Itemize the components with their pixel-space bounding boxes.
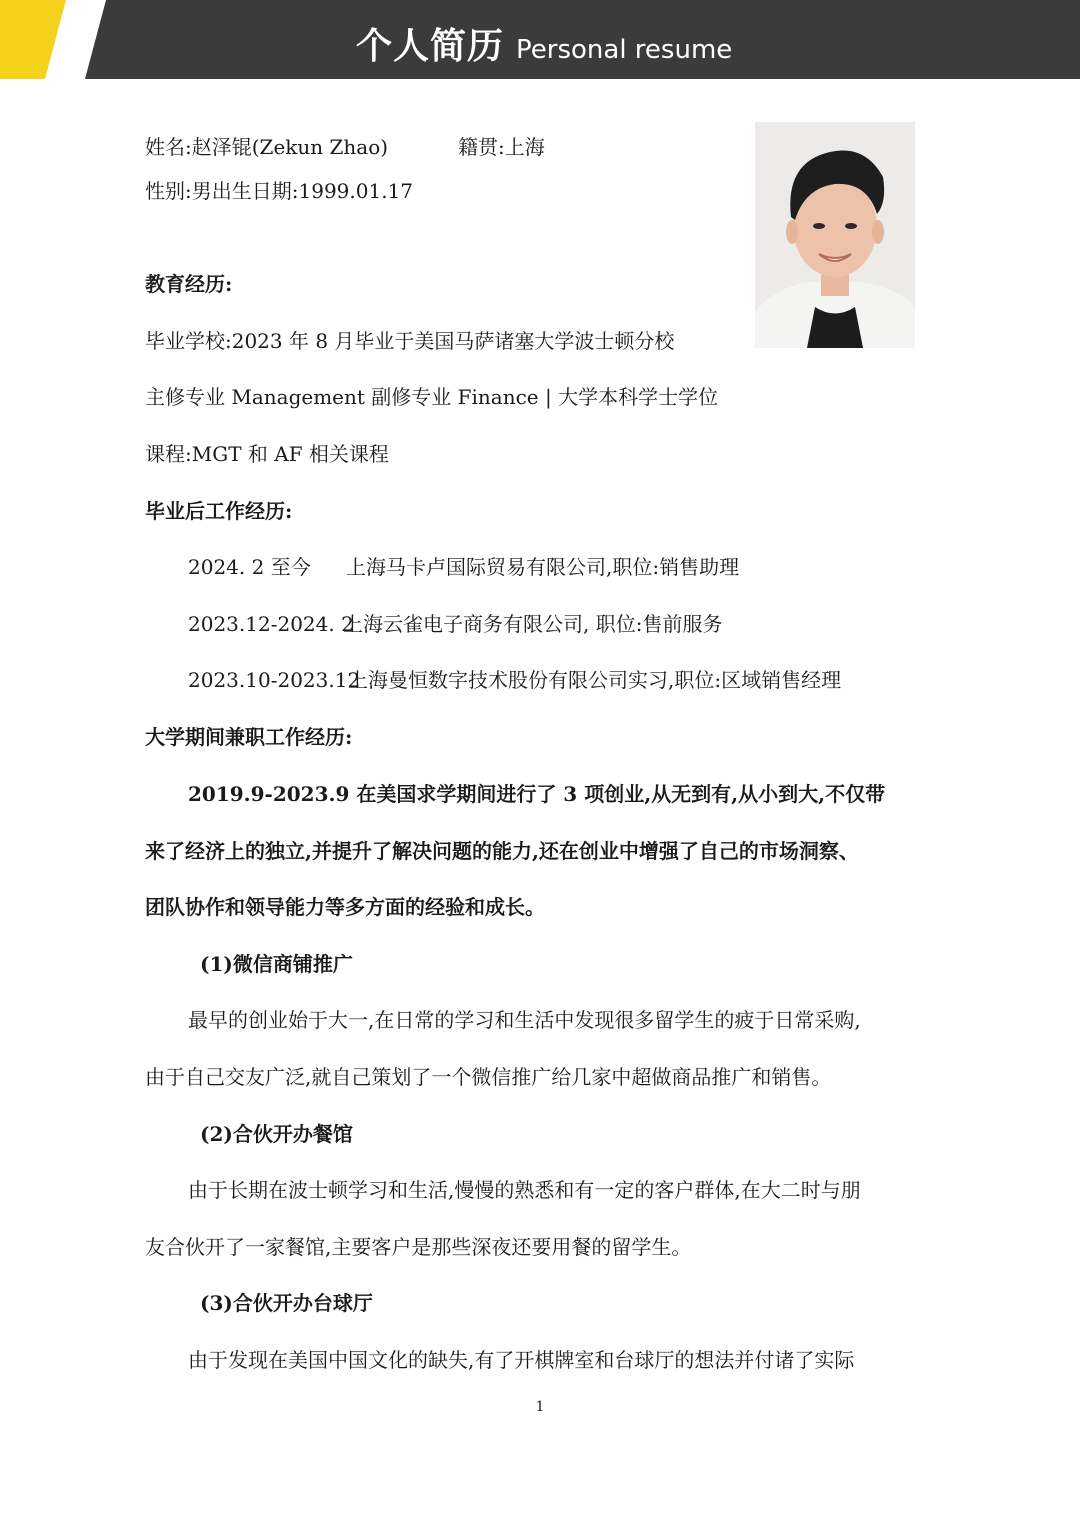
origin-label: 籍贯: [458,135,505,159]
birth-value: 1999.01.17 [298,179,414,203]
work-item-period: 2023.12-2024. 2 [188,612,354,636]
gender-birth-row [145,177,413,205]
education-major: 主修专业 Management 副修专业 Finance | 大学本科学士学位 [145,385,719,409]
work-item-company: 上海云雀电子商务有限公司, 职位:售前服务 [343,612,723,636]
portrait-photo-icon [755,122,915,348]
work-item-period: 2023.10-2023.12 [188,668,361,692]
profile-photo [755,122,915,348]
project-title: (2)合伙开办餐馆 [200,1122,353,1146]
gender-label: 性别: [145,179,192,203]
project-text-line: 由于长期在波士顿学习和生活,慢慢的熟悉和有一定的客户群体,在大二时与朋 [188,1178,861,1202]
page-number: 1 [535,1399,545,1415]
education-school: 毕业学校:2023 年 8 月毕业于美国马萨诸塞大学波士顿分校 [145,329,675,353]
education-courses: 课程:MGT 和 AF 相关课程 [145,442,389,466]
project-text-line: 由于发现在美国中国文化的缺失,有了开棋牌室和台球厅的想法并付诸了实际 [188,1348,855,1372]
name-label: 姓名: [145,135,192,159]
project-title: (3)合伙开办台球厅 [200,1291,373,1315]
work-item-company: 上海马卡卢国际贸易有限公司,职位:销售助理 [346,555,740,579]
parttime-summary-line: 来了经济上的独立,并提升了解决问题的能力,还在创业中增强了自己的市场洞察、 [145,839,859,863]
name-row [145,133,388,161]
project-text-line: 友合伙开了一家餐馆,主要客户是那些深夜还要用餐的留学生。 [145,1235,692,1259]
gender-value: 男 [191,179,212,203]
title-english: Personal resume [516,35,733,65]
project-title: (1)微信商铺推广 [200,952,353,976]
title-chinese: 个人简历 [356,26,505,67]
parttime-summary-line: 2019.9-2023.9 在美国求学期间进行了 3 项创业,从无到有,从小到大,不仅带 [188,782,886,806]
project-text-line: 由于自己交友广泛,就自己策划了一个微信推广给几家中超做商品推广和销售。 [145,1065,832,1089]
work-heading: 毕业后工作经历: [145,499,293,523]
project-text-line: 最早的创业始于大一,在日常的学习和生活中发现很多留学生的疲于日常采购, [188,1008,861,1032]
name-value: 赵泽锟(Zekun Zhao) [191,135,389,159]
origin-row [458,133,545,161]
page-title [356,18,733,67]
birth-label: 出生日期: [211,179,299,203]
education-heading: 教育经历: [145,272,233,296]
work-item-company: 上海曼恒数字技术股份有限公司实习,职位:区域销售经理 [348,668,842,692]
parttime-summary-line: 团队协作和领导能力等多方面的经验和成长。 [145,895,545,919]
origin-value: 上海 [504,135,545,159]
parttime-heading: 大学期间兼职工作经历: [145,725,353,749]
work-item-period: 2024. 2 至今 [188,555,311,579]
